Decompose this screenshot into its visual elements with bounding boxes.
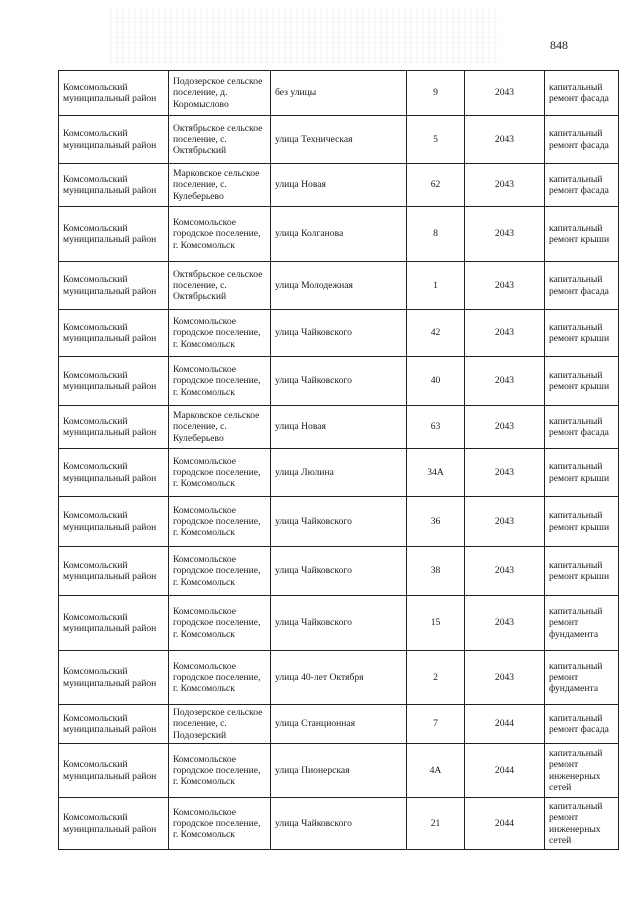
cell-house: 62 (407, 164, 465, 207)
cell-street: улица Техническая (271, 116, 407, 164)
cell-district: Комсомольский муниципальный район (59, 798, 169, 850)
cell-settlement: Комсомольское городское поселение, г. Комсомольск (169, 449, 271, 497)
cell-settlement: Октябрьское сельское поселение, с. Октябрьский (169, 262, 271, 310)
table-row (59, 71, 619, 116)
table-row (59, 744, 619, 798)
register-table (58, 70, 619, 850)
cell-year: 2043 (465, 449, 545, 497)
cell-work: капитальный ремонт фасада (545, 164, 619, 207)
cell-street: улица Колганова (271, 207, 407, 262)
cell-house: 38 (407, 547, 465, 596)
cell-house: 40 (407, 357, 465, 406)
cell-work: капитальный ремонт фасада (545, 262, 619, 310)
cell-settlement: Комсомольское городское поселение, г. Комсомольск (169, 547, 271, 596)
cell-settlement: Подозерское сельское поселение, д. Коромыслово (169, 71, 271, 116)
cell-district: Комсомольский муниципальный район (59, 262, 169, 310)
scan-noise (110, 8, 500, 63)
cell-district: Комсомольский муниципальный район (59, 547, 169, 596)
cell-work: капитальный ремонт инженерных сетей (545, 744, 619, 798)
cell-settlement: Октябрьское сельское поселение, с. Октябрьский (169, 116, 271, 164)
cell-street: улица Станционная (271, 705, 407, 744)
cell-settlement: Подозерское сельское поселение, с. Подозерский (169, 705, 271, 744)
cell-district: Комсомольский муниципальный район (59, 596, 169, 651)
cell-work: капитальный ремонт крыши (545, 207, 619, 262)
cell-settlement: Комсомольское городское поселение, г. Комсомольск (169, 596, 271, 651)
cell-year: 2043 (465, 596, 545, 651)
cell-year: 2043 (465, 116, 545, 164)
cell-year: 2043 (465, 207, 545, 262)
cell-house: 9 (407, 71, 465, 116)
page-number: 848 (550, 38, 568, 52)
cell-year: 2044 (465, 705, 545, 744)
cell-street: улица Новая (271, 164, 407, 207)
cell-district: Комсомольский муниципальный район (59, 406, 169, 449)
cell-settlement: Комсомольское городское поселение, г. Комсомольск (169, 651, 271, 705)
cell-settlement: Марковское сельское поселение, с. Кулеберьево (169, 406, 271, 449)
cell-work: капитальный ремонт фасада (545, 71, 619, 116)
cell-year: 2043 (465, 406, 545, 449)
table-row (59, 449, 619, 497)
table-row (59, 651, 619, 705)
cell-year: 2043 (465, 497, 545, 547)
cell-year: 2043 (465, 547, 545, 596)
cell-district: Комсомольский муниципальный район (59, 744, 169, 798)
cell-street: улица Чайковского (271, 357, 407, 406)
table-row (59, 547, 619, 596)
cell-house: 4А (407, 744, 465, 798)
cell-work: капитальный ремонт фундамента (545, 651, 619, 705)
cell-house: 21 (407, 798, 465, 850)
cell-street: улица Люлина (271, 449, 407, 497)
cell-street: улица Чайковского (271, 798, 407, 850)
cell-district: Комсомольский муниципальный район (59, 310, 169, 357)
table-row (59, 116, 619, 164)
cell-street: улица Чайковского (271, 497, 407, 547)
cell-work: капитальный ремонт крыши (545, 449, 619, 497)
table-row (59, 705, 619, 744)
cell-street: улица Чайковского (271, 547, 407, 596)
cell-settlement: Комсомольское городское поселение, г. Комсомольск (169, 798, 271, 850)
cell-district: Комсомольский муниципальный район (59, 357, 169, 406)
cell-street: без улицы (271, 71, 407, 116)
cell-district: Комсомольский муниципальный район (59, 164, 169, 207)
cell-year: 2044 (465, 744, 545, 798)
cell-work: капитальный ремонт фасада (545, 705, 619, 744)
table-row (59, 207, 619, 262)
cell-district: Комсомольский муниципальный район (59, 116, 169, 164)
cell-house: 1 (407, 262, 465, 310)
cell-house: 15 (407, 596, 465, 651)
cell-settlement: Комсомольское городское поселение, г. Комсомольск (169, 310, 271, 357)
cell-house: 8 (407, 207, 465, 262)
cell-work: капитальный ремонт фасада (545, 116, 619, 164)
cell-street: улица Чайковского (271, 310, 407, 357)
cell-work: капитальный ремонт крыши (545, 310, 619, 357)
cell-street: улица Молодежная (271, 262, 407, 310)
cell-house: 63 (407, 406, 465, 449)
cell-house: 36 (407, 497, 465, 547)
cell-work: капитальный ремонт фасада (545, 406, 619, 449)
cell-district: Комсомольский муниципальный район (59, 705, 169, 744)
cell-house: 7 (407, 705, 465, 744)
table-row (59, 406, 619, 449)
cell-house: 2 (407, 651, 465, 705)
cell-year: 2043 (465, 651, 545, 705)
cell-street: улица 40-лет Октября (271, 651, 407, 705)
table-row (59, 497, 619, 547)
cell-district: Комсомольский муниципальный район (59, 71, 169, 116)
cell-year: 2044 (465, 798, 545, 850)
cell-year: 2043 (465, 357, 545, 406)
cell-settlement: Комсомольское городское поселение, г. Комсомольск (169, 744, 271, 798)
cell-work: капитальный ремонт фундамента (545, 596, 619, 651)
cell-settlement: Комсомольское городское поселение, г. Комсомольск (169, 497, 271, 547)
table-row (59, 798, 619, 850)
cell-work: капитальный ремонт крыши (545, 497, 619, 547)
cell-street: улица Пионерская (271, 744, 407, 798)
table-row (59, 262, 619, 310)
cell-year: 2043 (465, 71, 545, 116)
cell-district: Комсомольский муниципальный район (59, 449, 169, 497)
cell-district: Комсомольский муниципальный район (59, 207, 169, 262)
cell-work: капитальный ремонт инженерных сетей (545, 798, 619, 850)
register-body (59, 71, 619, 850)
cell-house: 42 (407, 310, 465, 357)
cell-settlement: Комсомольское городское поселение, г. Комсомольск (169, 207, 271, 262)
cell-work: капитальный ремонт крыши (545, 357, 619, 406)
cell-house: 34А (407, 449, 465, 497)
cell-district: Комсомольский муниципальный район (59, 651, 169, 705)
cell-settlement: Марковское сельское поселение, с. Кулеберьево (169, 164, 271, 207)
cell-settlement: Комсомольское городское поселение, г. Комсомольск (169, 357, 271, 406)
cell-work: капитальный ремонт крыши (545, 547, 619, 596)
cell-district: Комсомольский муниципальный район (59, 497, 169, 547)
cell-year: 2043 (465, 310, 545, 357)
cell-house: 5 (407, 116, 465, 164)
cell-street: улица Новая (271, 406, 407, 449)
cell-year: 2043 (465, 262, 545, 310)
table-row (59, 310, 619, 357)
cell-year: 2043 (465, 164, 545, 207)
table-row (59, 596, 619, 651)
table-row (59, 357, 619, 406)
cell-street: улица Чайковского (271, 596, 407, 651)
table-row (59, 164, 619, 207)
